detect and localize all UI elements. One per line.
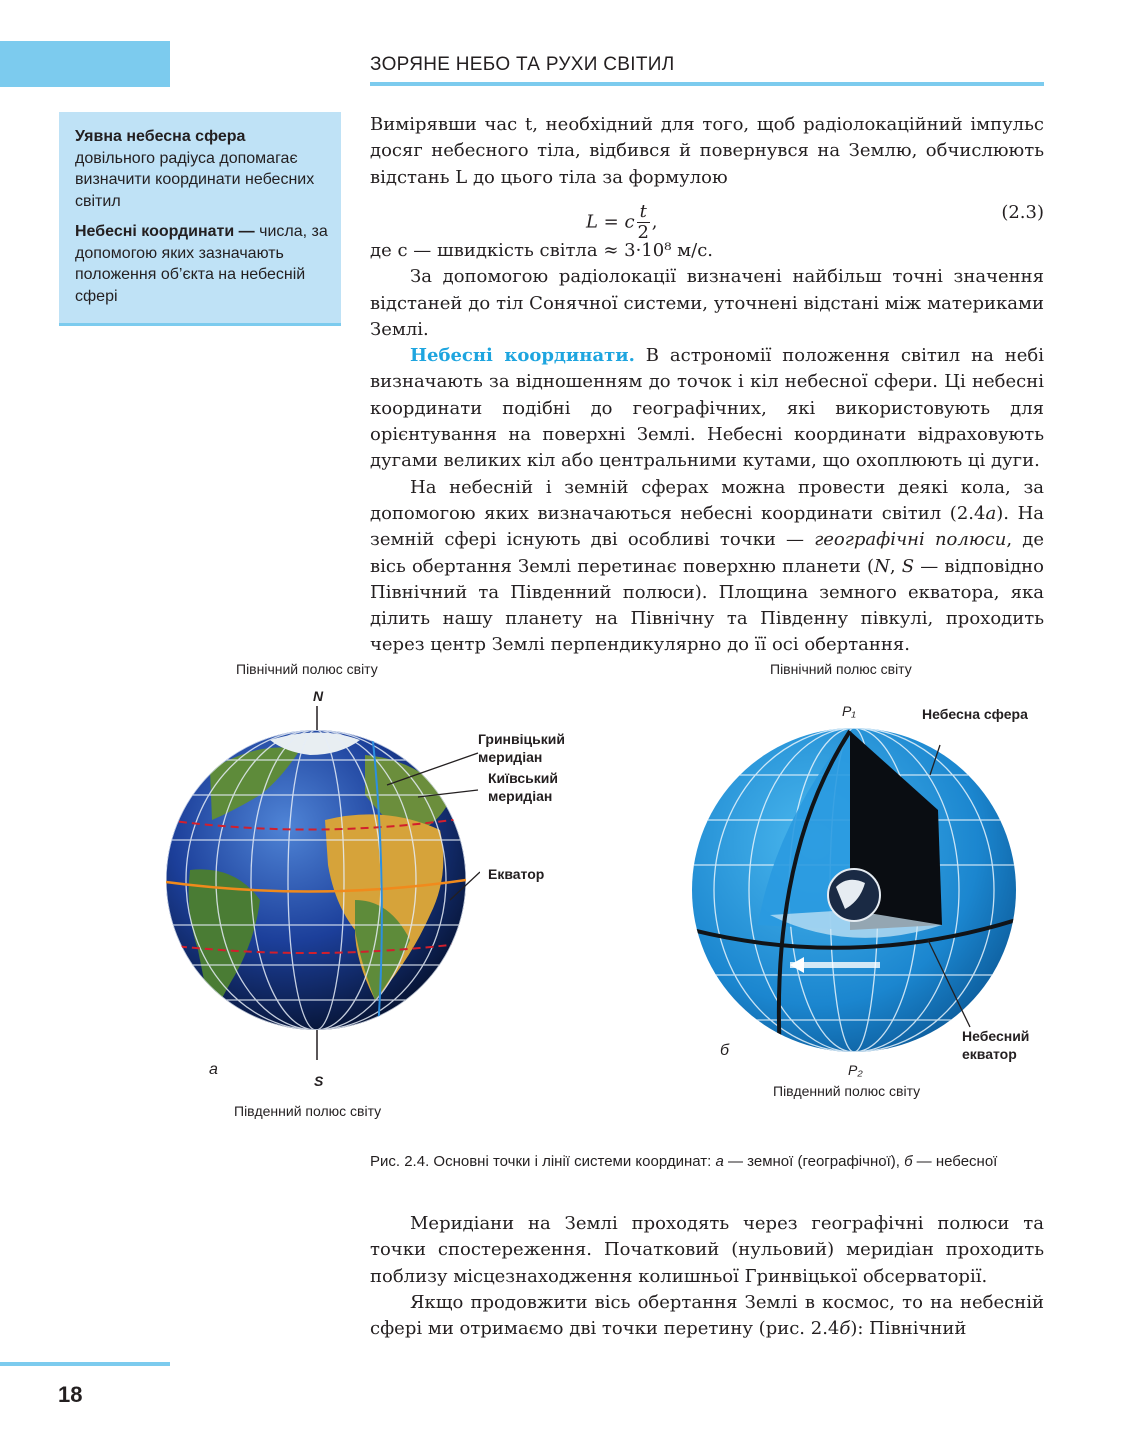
- p5-part-b: ). На земній сфері існують дві особливі точки —: [370, 502, 1044, 551]
- cel-equator-line-2: екватор: [962, 1046, 1017, 1062]
- P2-label: P₂: [848, 1062, 863, 1078]
- formula-lhs: L = c: [586, 211, 635, 233]
- greenwich-meridian-label: [478, 730, 565, 766]
- term-2: Небесні координати —: [75, 223, 255, 240]
- cel-equator-line-1: Небесний: [962, 1028, 1030, 1044]
- header-tab: [0, 41, 170, 87]
- fig-a-south-label: Південний полюс світу: [234, 1103, 382, 1119]
- fig-b-south-label: Південний полюс світу: [773, 1083, 921, 1099]
- formula-numerator: t: [637, 202, 650, 223]
- formula-tail: ,: [651, 211, 658, 233]
- body-block-3: [370, 1211, 1044, 1342]
- figure-caption: [370, 1151, 1044, 1172]
- p7-fig-ref: б: [839, 1318, 851, 1340]
- earth-globe-illustration: [150, 700, 480, 1070]
- paragraph-1: Вимірявши час t, необхідний для того, щоб радіолокаційний імпульс досяг небесного тіла, відбився й повернувся на Землю, обчислюють відстань L до цього тіла за формулою: [370, 114, 1044, 188]
- page-number: 18: [58, 1382, 83, 1407]
- definition-2: [75, 221, 331, 307]
- running-head: ЗОРЯНЕ НЕБО ТА РУХИ СВІТИЛ: [370, 54, 675, 75]
- P1-label: P₁: [842, 703, 856, 719]
- formula-number: (2.3): [1001, 202, 1044, 223]
- celestial-equator-label: [962, 1027, 1029, 1063]
- sidebar-definitions: [59, 112, 341, 326]
- p5-part-a: На небесній і земній сферах можна провести деякі кола, за допомогою яких визначаються небесні координати світил (2.4: [370, 476, 1044, 524]
- caption-part-a: Рис. 2.4. Основні точки і лінії системи координат:: [370, 1153, 716, 1170]
- paragraph-2: де c — швидкість світла ≈ 3·10⁸ м/с.: [370, 240, 714, 261]
- caption-part-b: — земної (географічної),: [723, 1153, 905, 1170]
- p5-part-d: — відповідно Північний та Південний полюси). Площина земного екватора, яка ділить нашу планету на Північну та Південну півкулі, проходить через центр Землі перпендикулярно до її осі обертання.: [370, 555, 1044, 656]
- formula-expression: [586, 202, 658, 243]
- paragraph-1-block: [370, 112, 1044, 191]
- term-1-text: довільного радіуса допомагає визначити координати небесних світил: [75, 149, 315, 210]
- formula-2-3: [370, 196, 1044, 242]
- caption-b: б: [904, 1153, 913, 1170]
- paragraph-3: За допомогою радіолокації визначені найбільш точні значення відстаней до тіл Сонячної системи, уточнені відстані між материками Землі.: [370, 266, 1044, 340]
- header-rule: [370, 82, 1044, 86]
- p5-italic-term: географічні полюси: [814, 529, 1007, 551]
- kyiv-line-2: меридіан: [488, 788, 553, 804]
- p5-sep: ,: [889, 555, 902, 577]
- paragraph-6: Меридіани на Землі проходять через географічні полюси та точки спостереження. Початковий (нульовий) меридіан проходить поблизу місцезнаходження колишньої Гринвіцької обсерваторії.: [370, 1213, 1044, 1287]
- paragraph-4-text: В астрономії положення світил на небі визначають за відношенням до точок і кіл небесної сфери. Ці небесні координати подібні до географічних, які використовують для орієнтування на поверхні Землі. Небесні координати відраховують дугами великих кіл або центральними кутами, що охоплюють ці дуги.: [370, 345, 1044, 472]
- body-block-2: [370, 238, 1044, 659]
- fig-a-north-label: Північний полюс світу: [236, 661, 378, 677]
- p5-fig-ref: а: [985, 502, 997, 524]
- formula-fraction: [637, 202, 650, 243]
- celestial-sphere-label: Небесна сфера: [922, 706, 1028, 722]
- footer-rule: [0, 1362, 170, 1366]
- definition-1: [75, 126, 331, 212]
- p5-N: N: [874, 555, 890, 577]
- fig-a-S-label: S: [314, 1073, 324, 1089]
- kyiv-line-1: Київський: [488, 770, 558, 786]
- paragraph-5: [370, 475, 1044, 659]
- fig-a-N-label: N: [313, 688, 324, 704]
- p7-part-a: Якщо продовжити вісь обертання Землі в космос, то на небесній сфері ми отримаємо дві точки перетину (рис. 2.4: [370, 1291, 1044, 1340]
- paragraph-4: [370, 343, 1044, 474]
- caption-part-c: — небесної: [912, 1153, 998, 1170]
- fig-a-letter: а: [209, 1061, 218, 1078]
- p5-S: S: [901, 555, 915, 577]
- greenwich-line-2: меридіан: [478, 749, 543, 765]
- kyiv-meridian-label: [488, 769, 558, 805]
- fig-b-north-label: Північний полюс світу: [770, 661, 912, 677]
- caption-a: а: [715, 1153, 724, 1170]
- term-1: Уявна небесна сфера: [75, 128, 246, 145]
- p7-part-b: ): Північний: [850, 1318, 967, 1340]
- fig-b-letter: б: [720, 1042, 729, 1059]
- p5-part-c: , де вісь обертання Землі перетинає поверхню планети (: [370, 529, 1044, 577]
- greenwich-line-1: Гринвіцький: [478, 731, 565, 747]
- section-heading: Небесні координати.: [410, 345, 635, 367]
- celestial-sphere-illustration: [680, 715, 1050, 1075]
- formula-denominator: 2: [637, 222, 649, 243]
- equator-label: Екватор: [488, 866, 545, 882]
- term-2-text: числа, за допомогою яких зазначають положення об’єкта на небесній сфері: [75, 223, 328, 305]
- paragraph-7: [370, 1290, 1044, 1343]
